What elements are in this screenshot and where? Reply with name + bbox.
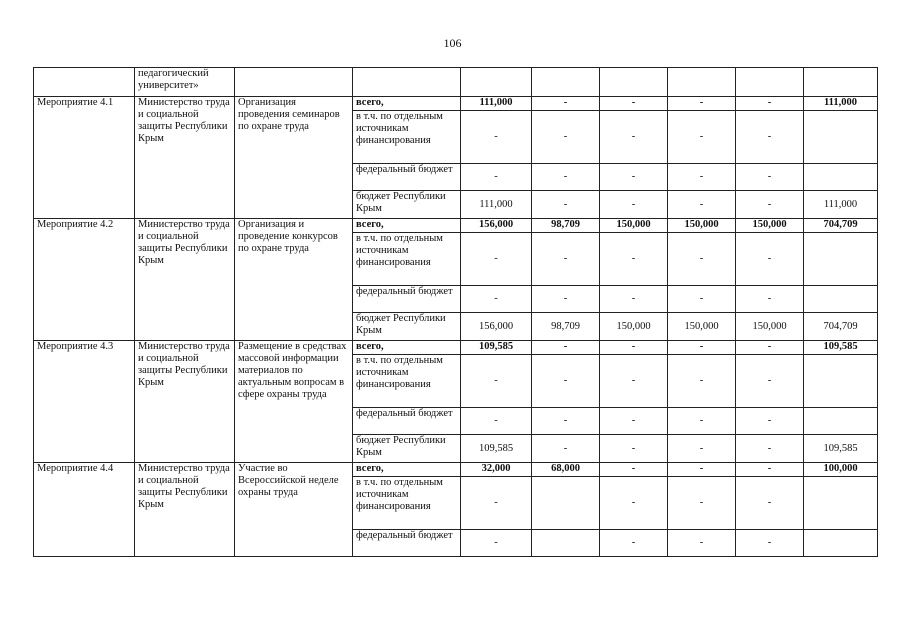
funding-source-label: федеральный бюджет xyxy=(353,408,461,435)
funding-source-label: в т.ч. по отдельным источникам финансирования xyxy=(353,355,461,408)
funding-value: 111,000 xyxy=(804,191,878,219)
funding-value: - xyxy=(668,191,736,219)
funding-value: - xyxy=(532,111,600,164)
funding-value: 111,000 xyxy=(804,97,878,111)
event-description: Размещение в средствах массовой информации материалов по актуальным вопросам в сфере охраны труда xyxy=(235,341,353,463)
funding-value: 109,585 xyxy=(804,435,878,463)
funding-source-label: бюджет Республики Крым xyxy=(353,313,461,341)
funding-value: - xyxy=(600,463,668,477)
funding-value xyxy=(804,164,878,191)
funding-value: - xyxy=(600,97,668,111)
funding-value: - xyxy=(736,408,804,435)
funding-value: 109,585 xyxy=(461,341,532,355)
funding-value: - xyxy=(668,286,736,313)
funding-value: - xyxy=(532,97,600,111)
funding-value: - xyxy=(461,408,532,435)
funding-value: - xyxy=(736,435,804,463)
funding-value: - xyxy=(600,435,668,463)
funding-source-label: в т.ч. по отдельным источникам финансирования xyxy=(353,477,461,530)
funding-value: 68,000 xyxy=(532,463,600,477)
event-description: Организация проведения семинаров по охране труда xyxy=(235,97,353,219)
funding-row-total xyxy=(34,463,878,477)
table-body xyxy=(34,68,878,557)
funding-value: - xyxy=(736,111,804,164)
funding-value: - xyxy=(600,408,668,435)
executor-cell: педагогический университет» xyxy=(135,68,235,97)
funding-row-total xyxy=(34,341,878,355)
event-description: Организация и проведение конкурсов по охране труда xyxy=(235,219,353,341)
funding-value: 150,000 xyxy=(668,313,736,341)
funding-value: - xyxy=(668,97,736,111)
funding-value: - xyxy=(532,355,600,408)
funding-value: - xyxy=(736,97,804,111)
event-executor: Министерство труда и социальной защиты Республики Крым xyxy=(135,219,235,341)
page-number: 106 xyxy=(443,36,462,50)
funding-value: - xyxy=(532,164,600,191)
funding-value: 32,000 xyxy=(461,463,532,477)
funding-value: 98,709 xyxy=(532,219,600,233)
funding-source-label: в т.ч. по отдельным источникам финансирования xyxy=(353,111,461,164)
funding-value: - xyxy=(736,477,804,530)
funding-source-label: федеральный бюджет xyxy=(353,530,461,557)
funding-value: 109,585 xyxy=(804,341,878,355)
funding-value: - xyxy=(668,341,736,355)
funding-row-total xyxy=(34,219,878,233)
funding-value: 150,000 xyxy=(736,313,804,341)
funding-value: 704,709 xyxy=(804,313,878,341)
funding-value: 109,585 xyxy=(461,435,532,463)
event-executor: Министерство труда и социальной защиты Республики Крым xyxy=(135,97,235,219)
funding-source-label: федеральный бюджет xyxy=(353,164,461,191)
funding-value: - xyxy=(668,233,736,286)
funding-value xyxy=(804,286,878,313)
funding-value xyxy=(804,477,878,530)
funding-row-total xyxy=(34,97,878,111)
funding-value: - xyxy=(600,477,668,530)
funding-value: 150,000 xyxy=(600,313,668,341)
funding-value: - xyxy=(461,233,532,286)
funding-value: - xyxy=(668,435,736,463)
funding-value: - xyxy=(668,477,736,530)
funding-value: - xyxy=(461,477,532,530)
value-cell xyxy=(532,68,600,97)
funding-value: - xyxy=(532,341,600,355)
funding-value: - xyxy=(736,286,804,313)
funding-value xyxy=(804,111,878,164)
funding-value xyxy=(804,233,878,286)
funding-value xyxy=(804,355,878,408)
funding-value: - xyxy=(668,408,736,435)
event-cell xyxy=(34,68,135,97)
funding-value: - xyxy=(600,111,668,164)
budget-table xyxy=(33,67,878,557)
funding-value: - xyxy=(600,355,668,408)
funding-value: - xyxy=(600,233,668,286)
funding-value: 704,709 xyxy=(804,219,878,233)
funding-source-label: бюджет Республики Крым xyxy=(353,435,461,463)
funding-source-label: в т.ч. по отдельным источникам финансирования xyxy=(353,233,461,286)
value-cell xyxy=(461,68,532,97)
event-executor: Министерство труда и социальной защиты Республики Крым xyxy=(135,341,235,463)
funding-value: - xyxy=(532,408,600,435)
funding-value: - xyxy=(736,164,804,191)
funding-value: - xyxy=(461,530,532,557)
event-name: Мероприятие 4.1 xyxy=(34,97,135,219)
funding-value: - xyxy=(736,463,804,477)
funding-source-label: всего, xyxy=(353,219,461,233)
funding-value: - xyxy=(668,463,736,477)
funding-value: - xyxy=(461,286,532,313)
funding-value: - xyxy=(736,530,804,557)
funding-value: 150,000 xyxy=(736,219,804,233)
funding-value: - xyxy=(668,355,736,408)
funding-value xyxy=(532,530,600,557)
funding-value: 156,000 xyxy=(461,313,532,341)
funding-value: - xyxy=(736,233,804,286)
funding-source-label: федеральный бюджет xyxy=(353,286,461,313)
funding-value: - xyxy=(532,191,600,219)
event-executor: Министерство труда и социальной защиты Республики Крым xyxy=(135,463,235,557)
funding-value xyxy=(804,530,878,557)
funding-value: - xyxy=(668,164,736,191)
funding-value: - xyxy=(461,164,532,191)
funding-value: 111,000 xyxy=(461,97,532,111)
funding-value: 156,000 xyxy=(461,219,532,233)
funding-value: - xyxy=(600,341,668,355)
value-cell xyxy=(736,68,804,97)
funding-source-label: всего, xyxy=(353,97,461,111)
source-cell xyxy=(353,68,461,97)
funding-source-label: всего, xyxy=(353,463,461,477)
value-cell xyxy=(804,68,878,97)
funding-source-label: всего, xyxy=(353,341,461,355)
funding-value: - xyxy=(600,530,668,557)
funding-value: - xyxy=(461,111,532,164)
funding-value: - xyxy=(532,286,600,313)
funding-value: 111,000 xyxy=(461,191,532,219)
value-cell xyxy=(668,68,736,97)
funding-value: - xyxy=(600,286,668,313)
funding-value: - xyxy=(532,435,600,463)
funding-value: 98,709 xyxy=(532,313,600,341)
funding-value xyxy=(804,408,878,435)
event-description: Участие во Всероссийской неделе охраны труда xyxy=(235,463,353,557)
funding-value: 100,000 xyxy=(804,463,878,477)
funding-value: - xyxy=(668,111,736,164)
event-name: Мероприятие 4.2 xyxy=(34,219,135,341)
funding-value: - xyxy=(461,355,532,408)
funding-value: 150,000 xyxy=(668,219,736,233)
continuation-row xyxy=(34,68,878,97)
description-cell xyxy=(235,68,353,97)
funding-value: - xyxy=(736,191,804,219)
event-name: Мероприятие 4.3 xyxy=(34,341,135,463)
funding-value: - xyxy=(600,164,668,191)
funding-source-label: бюджет Республики Крым xyxy=(353,191,461,219)
value-cell xyxy=(600,68,668,97)
funding-value: - xyxy=(600,191,668,219)
funding-value: - xyxy=(668,530,736,557)
funding-value: - xyxy=(736,355,804,408)
funding-value xyxy=(532,477,600,530)
event-name: Мероприятие 4.4 xyxy=(34,463,135,557)
funding-value: - xyxy=(532,233,600,286)
funding-value: 150,000 xyxy=(600,219,668,233)
funding-value: - xyxy=(736,341,804,355)
